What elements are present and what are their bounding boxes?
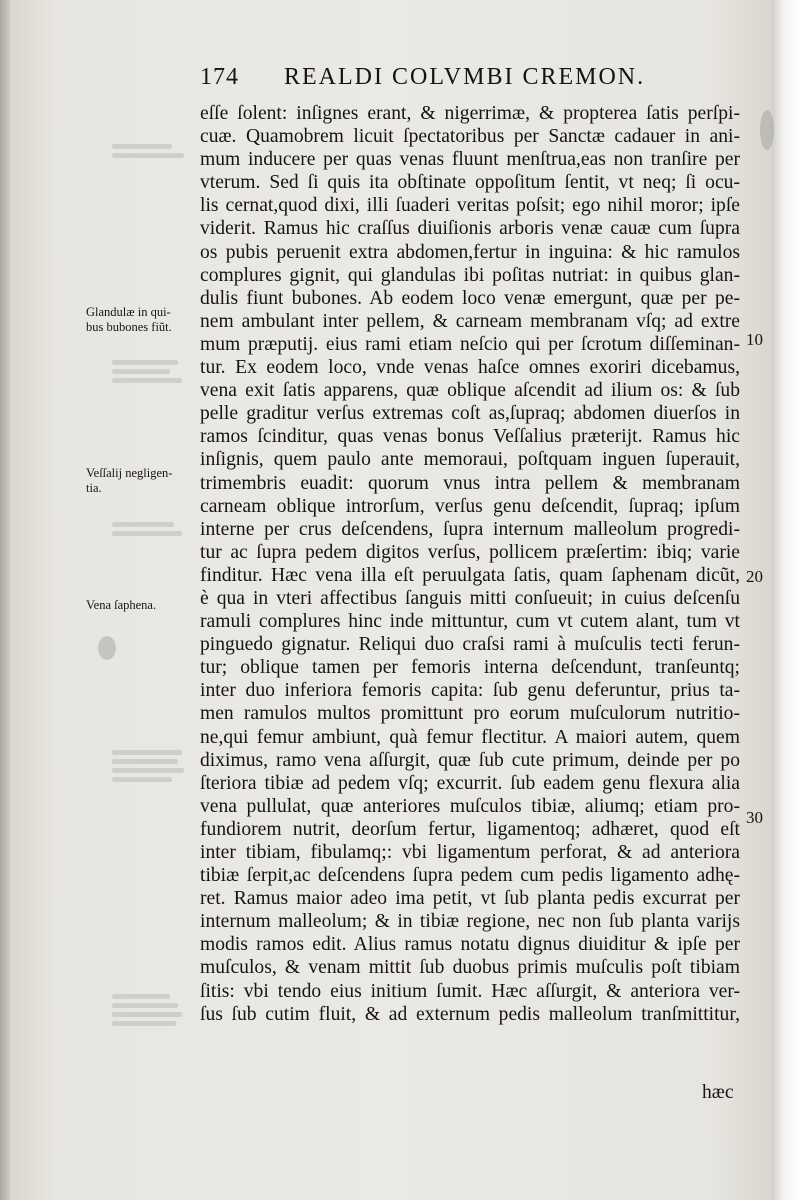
text-line: os pubis peruenit extra abdomen,fertur in inguina: & hic ramulos: [200, 241, 740, 263]
running-head: REALDI COLVMBI CREMON.: [284, 64, 646, 90]
text-line: muſculos, & venam mittit ſub duobus primis muſculis poſt tibiam: [200, 957, 740, 979]
text-line: fundiorem nutrit, deorſum fertur, ligamentoq; adhæret, quod eſt: [200, 818, 740, 840]
margin-note-line: Vena ſaphena.: [86, 598, 157, 612]
margin-note-vesalius: [86, 466, 194, 496]
text-line: viderit. Ramus hic craſſus diuiſionis arboris venæ cauæ cum ſupra: [200, 218, 740, 240]
text-line: lis cernat,quod dixi, illi ſuaderi veritas poſsit; ego nihil moror; ipſe: [200, 195, 740, 217]
text-line: mum inducere per quas venas fluunt menſtrua,eas non tranſire per: [200, 149, 740, 171]
page-header: [200, 64, 740, 100]
text-line: eſſe ſolent: inſignes erant, & nigerrimæ, & propterea ſatis perſpi-: [200, 103, 740, 124]
line-number-10: 10: [746, 330, 763, 349]
text-line: ramuli complures hinc inde mittuntur, cum vt cutem alant, tum vt: [200, 611, 740, 633]
page-edge: [772, 0, 800, 1200]
margin-note-saphena: [86, 598, 194, 613]
margin-note-bubones: [86, 305, 194, 335]
text-line: pinguedo gignatur. Reliqui duo craſsi rami à muſculis tecti ferun-: [200, 634, 740, 656]
text-line: trimembris euadit: quorum vnus intra pellem & membranam: [200, 472, 740, 494]
show-through-mark: [112, 140, 188, 162]
text-line: è qua in vteri affectibus ſanguis mitti conſueuit; in cuius deſcenſu: [200, 587, 740, 609]
text-line: cuæ. Quamobrem licuit ſpectatoribus per Sanctæ cadauer in ani-: [200, 126, 740, 148]
text-line: ramos ſcinditur, quas venas bonus Veſſalius præterijt. Ramus hic: [200, 426, 740, 448]
text-line: nem ambulant inter pellem, & carneam membranam vſq; ad extre: [200, 310, 740, 332]
text-line: tur; oblique tamen per femoris interna deſcendunt, tranſeuntq;: [200, 657, 740, 679]
text-line: tur ac ſupra pedem digitos verſus, pollicem præſertim: ibiq; varie: [200, 541, 740, 563]
text-line: internum malleolum; & in tibiæ regione, nec non ſub planta varijs: [200, 911, 740, 933]
text-line: ſteriora tibiæ ad pedem vſq; excurrit. ſub eadem genu flexura alia: [200, 772, 740, 794]
text-line: ſus ſub cutim fluit, & ad externum pedis malleolum tranſmittitur,: [200, 1003, 740, 1025]
text-line: vena exit ſatis apparens, quæ oblique aſcendit ad ilium os: & ſub: [200, 380, 740, 402]
show-through-mark: [112, 990, 188, 1030]
line-number-20: 20: [746, 567, 763, 586]
text-line: inter duo inferiora femoris capita: ſub genu deferuntur, prius ta-: [200, 680, 740, 702]
text-line: pelle graditur verſus extremas coſt as,ſupraq; abdomen diuerſos in: [200, 403, 740, 425]
show-through-mark: [112, 746, 188, 786]
text-line: vterum. Sed ſi quis ita obſtinate oppoſitum ſentit, vt neq; ſi ocu-: [200, 172, 740, 194]
text-line: diximus, ramo vena aſſurgit, quæ ſub cute primum, deinde per po: [200, 749, 740, 771]
text-line: complures gignit, qui glandulas ibi poſitas nutriat: in quibus glan-: [200, 264, 740, 286]
text-line: dulis fiunt bubones. Ab eodem loco venæ emergunt, quæ per pe-: [200, 287, 740, 309]
page-number: 174: [200, 64, 239, 90]
text-line: ne,qui femur ambiunt, quà femur flectitur. A maiori autem, quem: [200, 726, 740, 748]
margin-note-line: Veſſalij negligen-: [86, 466, 173, 480]
text-line: tur. Ex eodem loco, vnde venas haſce omnes exoriri dicebamus,: [200, 357, 740, 379]
ink-blot: [760, 110, 774, 150]
text-line: tibiæ ſerpit,ac deſcendens ſupra pedem cum pedis ligamento adhę-: [200, 865, 740, 887]
text-line: ſitis: vbi tendo eius initium ſumit. Hæc aſſurgit, & anteriora ver-: [200, 980, 740, 1002]
line-number-30: 30: [746, 808, 763, 827]
text-line: inſignis, quem paulo ante memoraui, poſtquam inguen ſuperauit,: [200, 449, 740, 471]
text-line: men ramulos multos promittunt pro eorum muſculorum nutritio-: [200, 703, 740, 725]
text-line: mum præputij. eius rami etiam neſcio qui per ſcrotum diſſeminan-: [200, 333, 740, 355]
text-line: modis ramos edit. Alius ramus notatu dignus diuiditur & ipſe per: [200, 934, 740, 956]
text-line: inter tibiam, fibulamq;: vbi ligamentum perforat, & ad anteriora: [200, 842, 740, 863]
text-line: vena pullulat, quæ anteriores muſculos tibiæ, aliumq; etiam pro-: [200, 795, 740, 817]
text-line: finditur. Hæc vena illa eſt peruulgata ſatis, quam ſaphenam dicũt,: [200, 564, 740, 586]
margin-note-line: Glandulæ in qui-: [86, 305, 171, 319]
margin-note-line: bus bubones fiũt.: [86, 320, 172, 334]
show-through-mark: [112, 356, 188, 387]
catchword: hæc: [702, 1082, 734, 1103]
text-line: carneam oblique introrſum, verſus genu deſcendit, ſupraq; ipſum: [200, 495, 740, 517]
binding-shadow: [0, 0, 10, 1200]
ink-blot: [98, 636, 116, 660]
text-line: interne per crus deſcendens, ſupra internum malleolum progredi-: [200, 518, 740, 540]
main-text-block: [200, 102, 740, 1026]
text-line: ret. Ramus maior adeo ima petit, vt ſub planta pedis excurrat per: [200, 888, 740, 910]
show-through-mark: [112, 518, 188, 540]
margin-note-line: tia.: [86, 481, 102, 495]
